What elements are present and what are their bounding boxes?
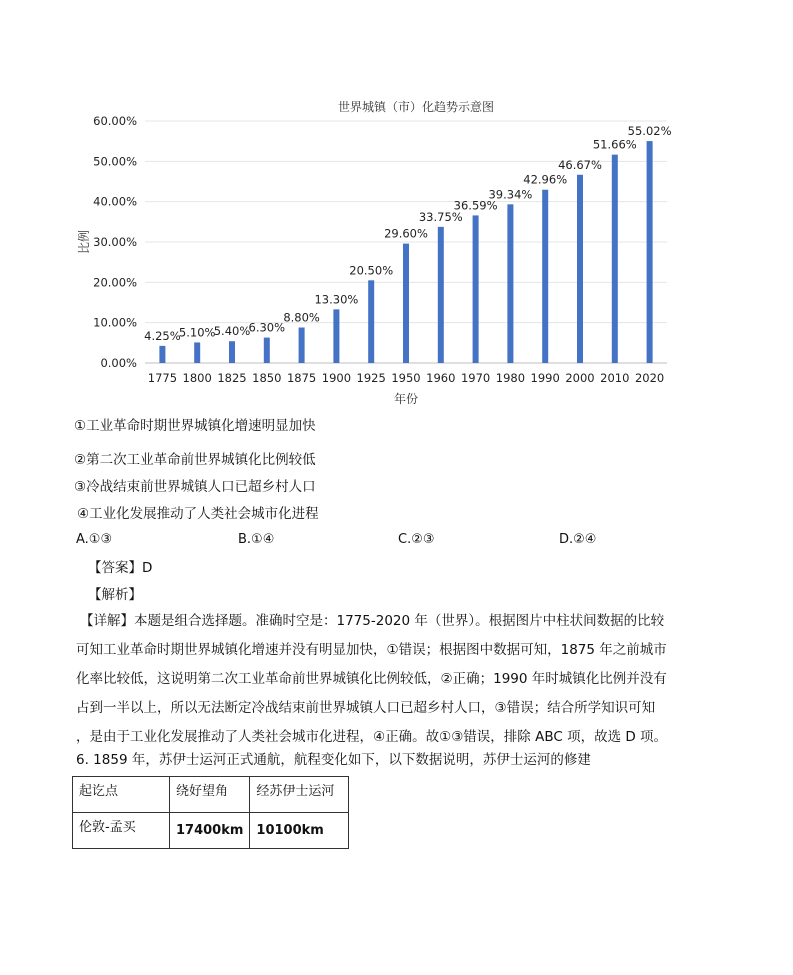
detail-paragraph <box>76 607 726 752</box>
x-tick-label: 1990 <box>530 371 560 385</box>
bar <box>403 244 409 363</box>
bar <box>577 175 583 363</box>
y-tick-label: 10.00% <box>93 315 137 330</box>
bar-value-label: 39.34% <box>488 187 533 202</box>
x-tick-label: 2010 <box>600 371 630 385</box>
table-header-cell: 起讫点 <box>73 777 170 813</box>
bar <box>194 342 200 363</box>
table-header-cell: 绕好望角 <box>170 777 250 813</box>
bar-value-label: 51.66% <box>592 137 637 152</box>
statement-3: ③冷战结束前世界城镇人口已超乡村人口 <box>74 479 316 495</box>
bar <box>229 341 235 363</box>
y-tick-label: 0.00% <box>100 356 137 370</box>
bar <box>612 155 618 363</box>
table-row <box>73 813 349 849</box>
bar <box>159 346 165 363</box>
answer-value: D <box>142 560 153 576</box>
y-axis-label: 比例 <box>77 229 91 255</box>
option-b: B.①④ <box>238 532 275 547</box>
option-c: C.②③ <box>398 532 435 547</box>
answer-line <box>88 559 152 577</box>
y-tick-label: 30.00% <box>93 235 137 249</box>
x-tick-label: 1925 <box>356 371 386 385</box>
bar <box>264 338 270 363</box>
bar-value-label: 13.30% <box>314 292 359 307</box>
table-header-cell: 经苏伊士运河 <box>250 777 349 813</box>
bar-value-label: 55.02% <box>627 124 672 139</box>
urbanization-bar-chart <box>60 95 680 410</box>
table-cell: 伦敦-孟买 <box>73 813 170 849</box>
detail-line: 占到一半以上，所以无法断定冷战结束前世界城镇人口已超乡村人口，③错误；结合所学知识可知 <box>76 700 656 716</box>
bar <box>542 190 548 363</box>
bar-value-label: 5.40% <box>213 324 251 339</box>
statement-2: ②第二次工业革命前世界城镇化比例较低 <box>74 452 316 468</box>
x-tick-label: 1825 <box>217 371 247 385</box>
y-tick-label: 60.00% <box>93 114 137 128</box>
x-tick-label: 1980 <box>495 371 526 385</box>
bar-value-label: 33.75% <box>418 209 463 224</box>
bar <box>507 204 513 363</box>
bar-value-label: 5.10% <box>178 325 216 340</box>
x-tick-label: 1775 <box>147 371 178 385</box>
bar <box>333 309 339 363</box>
x-tick-label: 1875 <box>286 371 317 385</box>
chart-title: 世界城镇（市）化趋势示意图 <box>337 100 495 114</box>
bar-value-label: 20.50% <box>349 263 394 278</box>
analysis-label: 【解析】 <box>88 587 142 603</box>
x-tick-label: 2000 <box>565 371 595 385</box>
answer-label: 【答案】 <box>88 560 142 576</box>
detail-line: 化率比较低，这说明第二次工业革命前世界城镇化比例较低，②正确；1990 年时城镇化比例并没有 <box>76 671 667 687</box>
x-tick-label: 2020 <box>634 371 665 385</box>
bar <box>438 227 444 363</box>
bar-value-label: 8.80% <box>283 310 320 325</box>
x-tick-label: 1960 <box>426 371 456 385</box>
statement-4: ④工业化发展推动了人类社会城市化进程 <box>77 506 319 522</box>
bar <box>368 280 374 363</box>
bar <box>473 215 479 363</box>
bar <box>647 141 653 363</box>
x-tick-label: 1800 <box>182 371 212 385</box>
y-axis-ticks <box>93 114 137 370</box>
x-tick-label: 1950 <box>391 371 421 385</box>
table-cell: 10100km <box>250 813 349 849</box>
bar-value-label: 42.96% <box>523 172 568 187</box>
table-header-row <box>73 777 349 813</box>
option-a: A.①③ <box>76 532 113 547</box>
y-tick-label: 40.00% <box>93 194 137 209</box>
y-tick-label: 50.00% <box>93 154 137 169</box>
y-tick-label: 20.00% <box>93 275 137 290</box>
route-distance-table <box>72 776 349 849</box>
bar-value-label: 29.60% <box>384 226 428 241</box>
bar-value-label: 46.67% <box>558 157 602 172</box>
detail-line: 可知工业革命时期世界城镇化增速并没有明显加快，①错误；根据图中数据可知，1875 年之前城市 <box>76 642 667 658</box>
x-tick-label: 1900 <box>321 371 352 385</box>
bar-value-label: 6.30% <box>248 320 286 335</box>
detail-line: ，是由于工业化发展推动了人类社会城市化进程，④正确。故①③错误，排除 ABC 项，故选 D 项。 <box>76 729 668 745</box>
x-tick-label: 1850 <box>252 371 282 385</box>
question-6: 6. 1859 年，苏伊士运河正式通航，航程变化如下，以下数据说明，苏伊士运河的修建 <box>76 752 591 768</box>
table-cell: 17400km <box>170 813 250 849</box>
x-axis-ticks <box>148 371 664 385</box>
x-axis-label: 年份 <box>393 392 419 406</box>
bar <box>299 328 305 363</box>
bar-value-label: 4.25% <box>144 328 181 343</box>
statement-1: ①工业革命时期世界城镇化增速明显加快 <box>74 418 316 434</box>
option-d: D.②④ <box>559 532 597 547</box>
bar-value-label: 36.59% <box>453 198 498 213</box>
x-tick-label: 1970 <box>460 371 491 385</box>
detail-line: 【详解】本题是组合选择题。准确时空是：1775-2020 年（世界）。根据图片中柱状间数据的比较 <box>80 613 665 629</box>
